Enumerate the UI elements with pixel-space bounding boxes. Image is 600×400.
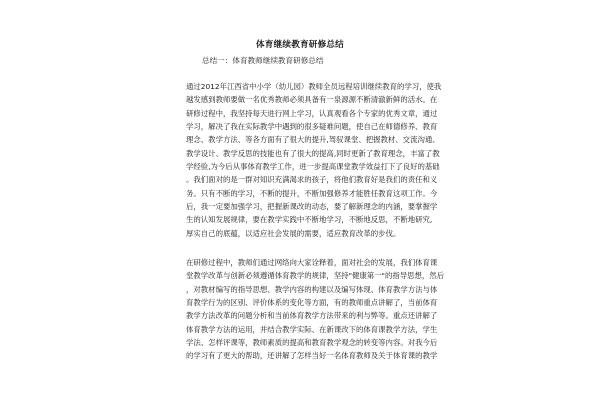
text-line: 育教学行为的区别、评价体系的变化等方面，有的教师重点讲解了，当前体育 [186,298,438,308]
text-line: 教学设计、教学反思的技能也有了很大的提高,同时更新了教育理念，丰富了教 [186,148,440,158]
text-line: 的学习有了更大的帮助，还讲解了怎样当好一名体育教师及关于体育课的教学 [186,351,438,361]
text-line: 生的认知发展规律，要在教学实践中不断地学习，不断地反思，不断地研究, [186,215,433,225]
paragraph-2 [186,256,445,363]
text-line: 学经验,为今后从事体育教学工作，进一步提高课堂教学效益打下了良好的基础 [186,162,440,172]
text-line: 学法、怎样评课等，教师素质的提高和教育教学观念的转变等内容。对我今后 [186,338,438,348]
document-title: 体育继续教育研修总结 [256,40,344,50]
text-line: 后，我一定要加强学习，把握新课改的动态，要了解新理念的内涵，要掌握学 [186,202,438,212]
text-line: 务。只有不断的学习，不断的提升，不断加强修养才能胜任教育这项工作。今 [186,188,438,198]
text-line: 越发感到教师要做一名优秀教师必须具备有一泉源源不断清澈新鲜的活水。在 [186,95,438,105]
document-subtitle: 总结一：体育教师继续教育研修总结 [202,56,324,65]
text-line: 。我们面对的是一群对知识充满渴求的孩子，将他们教育好是我们的责任和义 [186,175,438,185]
text-line: 理念、教学方法、等各方面有了很大的提升,驾驭课堂、把握教材、交流沟通、 [186,135,440,145]
paragraph-1 [186,80,442,240]
text-line: 堂教学改革与创新必须遵循体育教学的规律，坚持"健康第一"的指导思想，然后 [186,271,445,281]
text-line: 通过2012年江西省中小学（幼儿园）教师全员远程培训继续教育的学习，使我 [186,82,442,91]
text-line: 厚实自己的底蕴，以适应社会发展的需要，适应教育改革的步伐。 [186,228,401,238]
text-line: 学习，解决了我在实际教学中遇到的很多疑难问题，使自己在师德修养、教育 [186,122,438,132]
text-line: 体育教学方法的运用，并结合教学实际、在新课改下的体育课教学方法，学生 [186,324,438,334]
text-line: 在研修过程中，教师们通过网络向大家诠释着，面对社会的发展，我们体育课 [186,258,438,267]
text-line: 研修过程中，我坚持每天进行网上学习，认真观看各个专家的优秀文章，通过 [186,108,438,118]
text-line: ，对教材编写的指导思想、教学内容的构建以及编写体现、体育教学方法与体 [186,284,438,294]
text-line: 教学方法改革的问题分析和当前体育教学方法带来的利与弊等。重点还讲解了 [186,311,438,321]
